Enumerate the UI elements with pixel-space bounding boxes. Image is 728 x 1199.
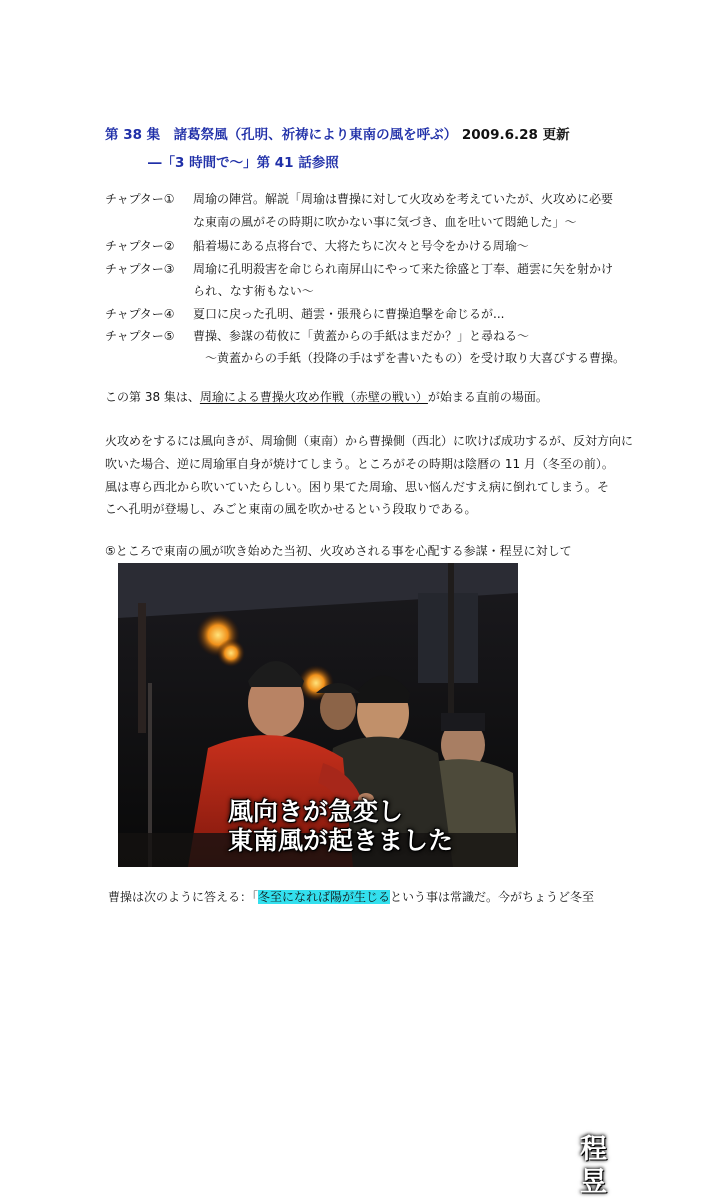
- intro-text: この第 38 集は、: [105, 390, 200, 404]
- chapter-line: 周瑜に孔明殺害を命じられ南屏山にやって来た徐盛と丁奉、趙雲に矢を射かけ: [193, 262, 614, 276]
- scene-paragraph: ⑤ところで東南の風が吹き始めた当初、火攻めされる事を心配する参謀・程昱に対して: [105, 544, 572, 558]
- intro-paragraph: [105, 389, 548, 405]
- chapter-line: 船着場にある点将台で、大将たちに次々と号令をかける周瑜～: [193, 239, 529, 253]
- chapter-label: チャプター②: [105, 239, 175, 253]
- update-date: 2009.6.28 更新: [461, 127, 570, 143]
- page-title: [105, 123, 570, 143]
- chapter-label: チャプター①: [105, 192, 175, 206]
- chapter-label: チャプター④: [105, 307, 175, 321]
- underlined-phrase: 周瑜による曹操火攻め作戦（赤壁の戦い）: [199, 390, 428, 404]
- chapter-line: 周瑜の陣営。解説「周瑜は曹操に対して火攻めを考えていたが、火攻めに必要: [193, 192, 614, 206]
- answer-text: 曹操は次のように答える：「: [108, 890, 259, 904]
- chapter-line: ～黄蓋からの手紙（投降の手はずを書いたもの）を受け取り大喜びする曹操。: [193, 351, 626, 365]
- answer-text-end: という事は常識だ。今がちょうど冬至: [390, 890, 595, 904]
- paragraph-line: 風は専ら西北から吹いていたらしい。困り果てた周瑜、思い悩んだすえ病に倒れてしまう。そ: [105, 480, 610, 494]
- video-subtitle: [228, 797, 453, 855]
- chapter-line: な東南の風がその時期に吹かない事に気づき、血を吐いて悶絶した」～: [193, 215, 577, 229]
- chapter-label: チャプター⑤: [105, 329, 175, 343]
- paragraph-line: 吹いた場合、逆に周瑜軍自身が焼けてしまう。ところがその時期は陰暦の 11 月（冬至の前）。: [105, 457, 614, 471]
- subtitle-line: 風向きが急変し: [228, 797, 404, 826]
- chapter-line: られ、なす術もない～: [193, 284, 314, 298]
- subtitle-line: 東南風が起きました: [228, 826, 454, 855]
- page-subtitle: ―「3 時間で～」第 41 話参照: [148, 155, 339, 171]
- answer-paragraph: [108, 889, 594, 905]
- paragraph-line: 火攻めをするには風向きが、周瑜側（東南）から曹操側（西北）に吹けば成功するが、反対方向に: [105, 434, 634, 448]
- paragraph-line: こへ孔明が登場し、みごと東南の風を吹かせるという段取りである。: [105, 502, 477, 516]
- chapter-line: 夏口に戻った孔明、趙雲・張飛らに曹操追撃を命じるが...: [193, 307, 505, 321]
- chapter-line: 曹操、参謀の荀攸に「黄蓋からの手紙はまだか？」と尋ねる～: [193, 329, 530, 343]
- highlighted-phrase: 冬至になれば陽が生じる: [258, 890, 391, 904]
- title-main: 第 38 集 諸葛祭風（孔明、祈祷により東南の風を呼ぶ）: [105, 127, 458, 143]
- intro-text-end: が始まる直前の場面。: [427, 390, 548, 404]
- character-name-caption: 程 昱: [580, 1134, 607, 1198]
- chapter-label: チャプター③: [105, 262, 175, 276]
